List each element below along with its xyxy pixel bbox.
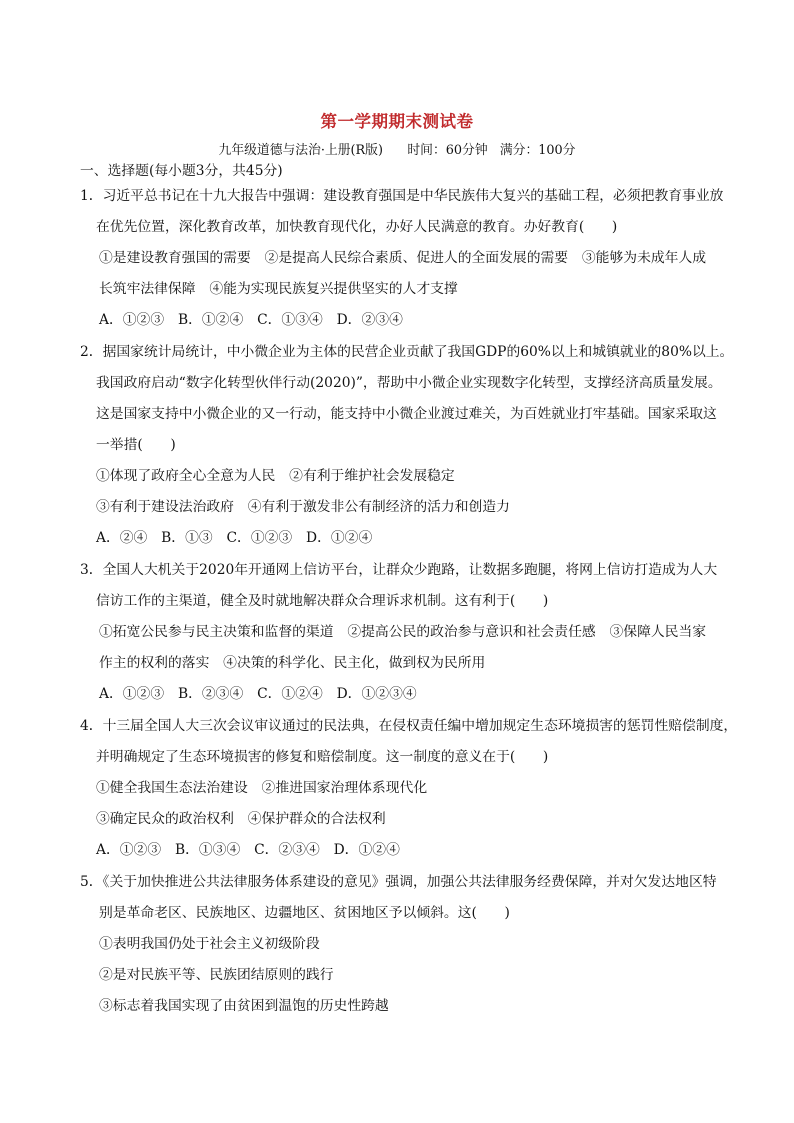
question-stem-line: 别是革命老区、民族地区、边疆地区、贫困地区予以倾斜。这( ) (99, 905, 510, 921)
question-statement-line: ①拓宽公民参与民主决策和监督的渠道 ②提高公民的政治参与意识和社会责任感 ③保障人民当家 (99, 624, 707, 640)
question-statement-line: ③确定民众的政治权利 ④保护群众的合法权利 (96, 811, 386, 827)
question-statement-line: 作主的权利的落实 ④决策的科学化、民主化，做到权为民所用 (99, 655, 486, 671)
question-stem-line: 3．全国人大机关于2020年开通网上信访平台，让群众少跑路，让数据多跑腿，将网上信访打造成为人大 (80, 562, 718, 578)
exam-subtitle: 九年级道德与法治·上册(R版) 时间：60分钟 满分：100分 (218, 143, 576, 158)
question-statement-line: ③有利于建设法治政府 ④有利于激发非公有制经济的活力和创造力 (96, 499, 510, 515)
question-stem-line: 我国政府启动“数字化转型伙伴行动(2020)”，帮助中小微企业实现数字化转型，支撑经济高质量发展。 (96, 375, 722, 391)
question-stem-line: 2．据国家统计局统计，中小微企业为主体的民营企业贡献了我国GDP的60%以上和城镇就业的80%以上。 (80, 344, 734, 360)
question-statement-line: ③标志着我国实现了由贫困到温饱的历史性跨越 (99, 998, 389, 1014)
question-stem-line: 信访工作的主渠道，健全及时就地解决群众合理诉求机制。这有利于( ) (96, 593, 549, 609)
question-statement-line: 长筑牢法律保障 ④能为实现民族复兴提供坚实的人才支撑 (99, 281, 458, 297)
question-stem-line: 5．《关于加快推进公共法律服务体系建设的意见》强调，加强公共法律服务经费保障，并对欠发达地区特 (80, 874, 717, 890)
question-statement-line: ①体现了政府全心全意为人民 ②有利于维护社会发展稳定 (96, 468, 455, 484)
question-options: A．①②③ B．①③④ C．②③④ D．①②④ (96, 842, 400, 858)
question-options: A．②④ B．①③ C．①②③ D．①②④ (96, 530, 373, 546)
question-stem-line: 这是国家支持中小微企业的又一行动，能支持中小微企业渡过难关，为百姓就业打牢基础。国家采取这 (96, 406, 717, 422)
question-options: A．①②③ B．②③④ C．①②④ D．①②③④ (99, 686, 417, 702)
question-stem-line: 在优先位置，深化教育改革，加快教育现代化，办好人民满意的教育。办好教育( ) (96, 219, 618, 235)
question-statement-line: ②是对民族平等、民族团结原则的践行 (99, 967, 334, 983)
question-statement-line: ①是建设教育强国的需要 ②是提高人民综合素质、促进人的全面发展的需要 ③能够为未成年人成 (99, 250, 707, 266)
question-statement-line: ①健全我国生态法治建设 ②推进国家治理体系现代化 (96, 780, 428, 796)
question-stem-line: 并明确规定了生态环境损害的修复和赔偿制度。这一制度的意义在于( ) (96, 749, 549, 765)
page-title: 第一学期期末测试卷 (320, 112, 474, 131)
question-stem-line: 4．十三届全国人大三次会议审议通过的民法典，在侵权责任编中增加规定生态环境损害的惩罚性赔偿制度， (80, 718, 738, 734)
section-heading: 一、选择题(每小题3分，共45分) (80, 163, 283, 179)
question-stem-line: 一举措( ) (96, 437, 176, 453)
question-statement-line: ①表明我国仍处于社会主义初级阶段 (99, 936, 320, 952)
question-stem-line: 1．习近平总书记在十九大报告中强调：建设教育强国是中华民族伟大复兴的基础工程，必须把教育事业放 (80, 188, 724, 204)
question-options: A．①②③ B．①②④ C．①③④ D．②③④ (99, 312, 403, 328)
